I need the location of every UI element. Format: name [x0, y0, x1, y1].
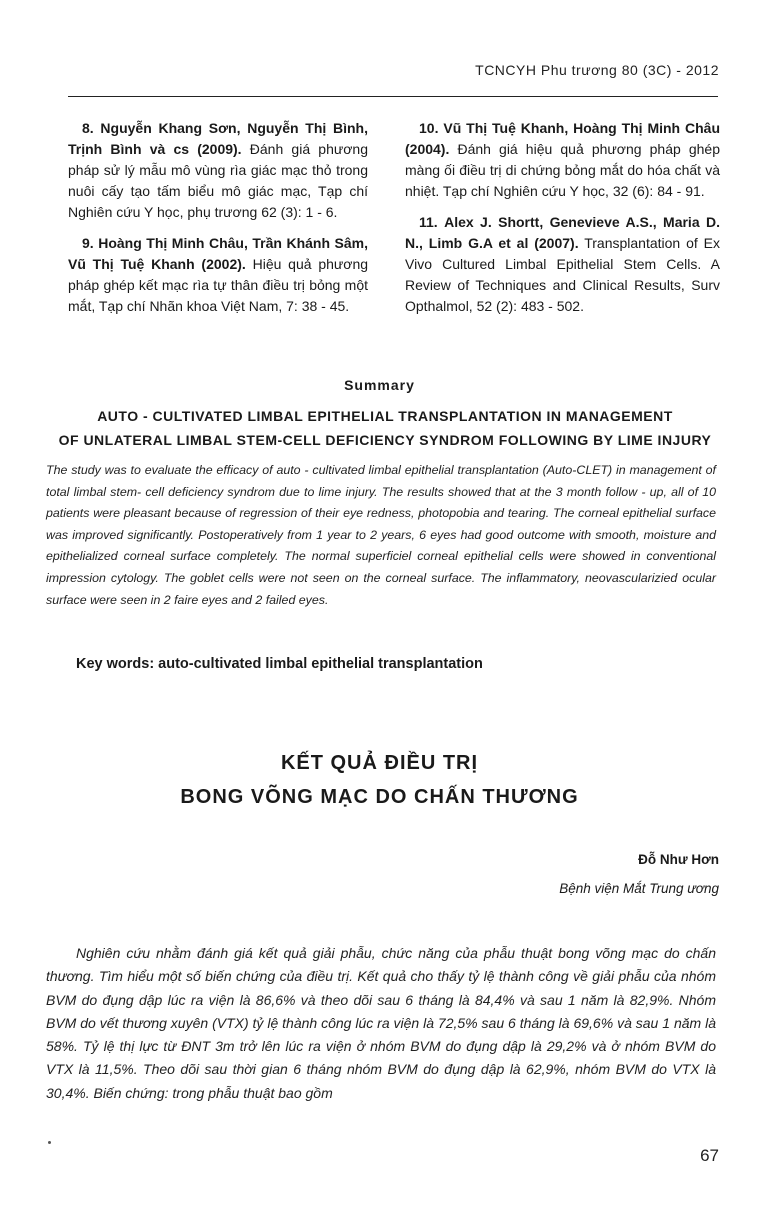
- header-rule: [68, 96, 718, 97]
- vietnamese-abstract-text: Nghiên cứu nhằm đánh giá kết quả giải phẫu, chức năng của phẫu thuật bong võng mạc do chấn thương. Tìm hiểu một số biến chứng của điều trị. Kết quả cho thấy tỷ lệ thành công về giải phẫu của nhóm BVM do đụng dập lúc ra viện là 86,6% và theo dõi sau 6 tháng là 84,4% và sau 1 năm là 82,9%. Nhóm BVM do vết thương xuyên (VTX) tỷ lệ thành công lúc ra viện là 72,5% sau 6 tháng là 69,6% và sau 1 năm là 58%. Tỷ lệ thị lực từ ĐNT 3m trở lên lúc ra viện ở nhóm BVM do đụng dập là 29,2% và ở nhóm BVM do VTX là 11,5%. Theo dõi sau thời gian 6 tháng nhóm BVM do đụng dập là 62,9%, nhóm BVM do VTX là 30,4%. Biến chứng: trong phẫu thuật bao gồm: [46, 945, 716, 1101]
- references-left-column: [68, 118, 368, 327]
- article-author: Đỗ Như Hơn: [638, 852, 719, 867]
- reference-text: Transplantation of Ex Vivo Cultured Limbal Epithelial Stem Cells. A Review of Techniques and Clinical Results, Surv Opthalmol, 52 (2): 483 - 502.: [405, 235, 720, 314]
- summary-heading: Summary: [344, 377, 415, 393]
- vietnamese-abstract: [46, 942, 716, 1105]
- references-right-column: [405, 118, 720, 327]
- reference-item: [68, 233, 368, 317]
- reference-text: Đánh giá hiệu quả phương pháp ghép màng ối điều trị di chứng bỏng mắt do hóa chất và nhiệt. Tạp chí Nghiên cứu Y học, 32 (6): 84 - 91.: [405, 141, 721, 199]
- article-title-line-2: BONG VÕNG MẠC DO CHẤN THƯƠNG: [180, 786, 579, 808]
- reference-number: 10.: [419, 120, 439, 136]
- english-title-line-1: AUTO - CULTIVATED LIMBAL EPITHELIAL TRANSPLANTATION IN MANAGEMENT: [97, 408, 673, 424]
- reference-authors: Vũ Thị Tuệ Khanh, Hoàng Thị Minh Châu (2004).: [405, 120, 721, 157]
- print-speck: [48, 1141, 51, 1144]
- reference-item: [68, 118, 368, 223]
- reference-item: [405, 212, 720, 317]
- article-affiliation: Bệnh viện Mắt Trung ương: [559, 881, 719, 896]
- reference-text: Hiệu quả phương pháp ghép kết mạc rìa tự thân điều trị bỏng một mắt, Tạp chí Nhãn khoa Việt Nam, 7: 38 - 45.: [68, 256, 369, 314]
- reference-authors: Alex J. Shortt, Genevieve A.S., Maria D. N., Limb G.A et al (2007).: [405, 214, 720, 251]
- english-title-line-2: OF UNLATERAL LIMBAL STEM-CELL DEFICIENCY SYNDROM FOLLOWING BY LIME INJURY: [58, 432, 712, 448]
- reference-authors: Hoàng Thị Minh Châu, Trần Khánh Sâm, Vũ Thị Tuệ Khanh (2002).: [68, 235, 369, 272]
- page-number: 67: [700, 1146, 719, 1165]
- running-header: TCNCYH Phu trương 80 (3C) - 2012: [475, 62, 719, 78]
- keywords: Key words: auto-cultivated limbal epithelial transplantation: [76, 656, 483, 672]
- reference-text: Đánh giá phương pháp sử lý mẫu mô vùng rìa giác mạc thỏ trong nuôi cấy tạo tấm biểu mô giác mạc, Tạp chí Nghiên cứu Y học, phụ trương 62 (3): 1 - 6.: [68, 141, 368, 220]
- reference-number: 9.: [82, 235, 94, 251]
- reference-item: [405, 118, 720, 202]
- reference-number: 11.: [419, 214, 438, 230]
- english-abstract: The study was to evaluate the efficacy of auto - cultivated limbal epithelial transplantation (Auto-CLET) in management of total limbal stem- cell deficiency syndrom due to lime injury. The results showed that at the 3 month follow - up, all of 10 patients were pleasant because of regression of their eye redness, photopobia and tearing. The corneal epithelial surface was improved significantly. Postoperatively from 1 year to 2 years, 6 eyes had good outcome with smooth, moisture and epithelialized corneal surface completely. The normal superficiel corneal epithelial cells were showed in conventional impression cytology. The goblet cells were not seen on the corneal surface. The inflammatory, neovascularizied ocular surface were seen in 2 faire eyes and 2 failed eyes.: [46, 463, 716, 607]
- article-title-line-1: KẾT QUẢ ĐIỀU TRỊ: [280, 752, 479, 774]
- reference-number: 8.: [82, 120, 94, 136]
- reference-authors: Nguyễn Khang Sơn, Nguyễn Thị Bình, Trịnh Bình và cs (2009).: [68, 120, 368, 157]
